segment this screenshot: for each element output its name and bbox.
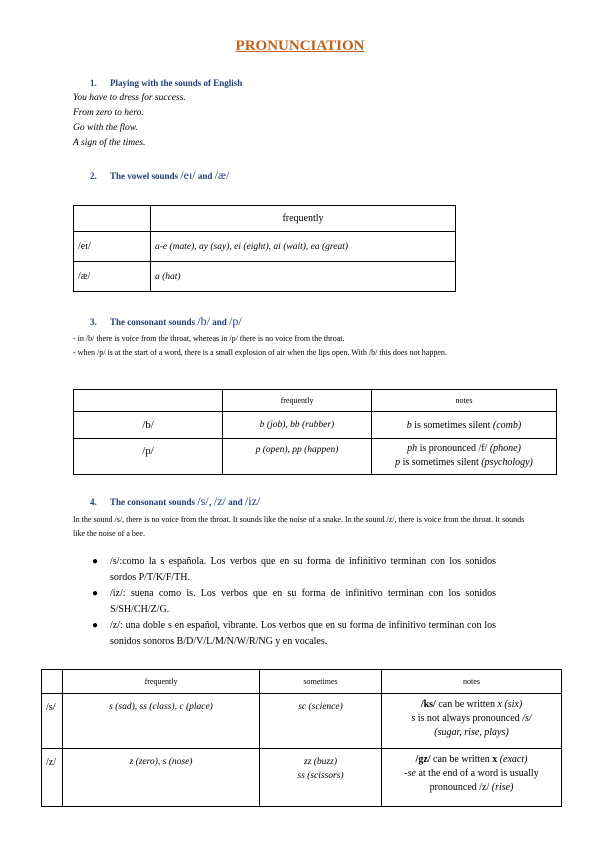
sound-cell: /æ/ <box>74 262 151 292</box>
consonant-sz-table <box>41 669 562 807</box>
and-word: and <box>212 317 227 327</box>
note-line: - in /b/ there is voice from the throat, whereas in /p/ there is no voice from the throat. <box>73 334 345 343</box>
section3-heading-text: The consonant sounds <box>110 317 196 327</box>
sound-symbol: /b/ <box>197 314 210 328</box>
list-item-text: /iz/: suena como is. Los verbos que en su forma de infinitivo terminan con los sonidos S/SH/CH/Z/G. <box>110 588 496 615</box>
and-word: and <box>197 171 213 181</box>
sound-symbol: /eɪ/ <box>180 168 196 182</box>
section4-number: 4. <box>90 497 97 507</box>
table-row <box>42 749 562 807</box>
notes-cell <box>382 694 562 749</box>
notes-cell <box>372 412 557 439</box>
notes-cell <box>372 439 557 475</box>
note-example: (sugar, rise, plays) <box>434 727 509 738</box>
note-example: (psychology) <box>481 457 533 468</box>
column-header: sometimes <box>260 670 382 694</box>
note-example: (exact) <box>497 754 528 765</box>
examples-cell: a (hat) <box>151 262 456 292</box>
section4-heading <box>90 494 260 509</box>
note-text: pronounced /z/ <box>429 782 492 793</box>
note-sound: /gz/ <box>415 754 431 765</box>
column-header: frequently <box>63 670 260 694</box>
column-header: notes <box>372 390 557 412</box>
and-word: and <box>228 497 243 507</box>
note-text: can be written <box>430 754 493 765</box>
sound-cell: /eɪ/ <box>74 232 151 262</box>
sometimes-line: zz (buzz) <box>304 757 337 767</box>
frequently-cell: s (sad), ss (class), c (place) <box>63 694 260 749</box>
sound-symbol: /æ/ <box>214 168 230 182</box>
phrase-line: A sign of the times. <box>73 138 146 148</box>
note-letter: b <box>406 419 412 431</box>
consonant-bp-table <box>73 389 557 475</box>
section2-heading <box>90 168 229 183</box>
column-header: notes <box>382 670 562 694</box>
vowel-table <box>73 205 456 292</box>
sometimes-line: ss (scissors) <box>297 771 344 781</box>
phrase-line: From zero to hero. <box>73 108 144 118</box>
note-example: (phone) <box>489 443 521 454</box>
list-item <box>92 586 496 618</box>
list-item <box>92 618 496 650</box>
bullet-icon: ● <box>92 620 99 631</box>
table-cell <box>74 206 151 232</box>
column-header: frequently <box>151 206 456 232</box>
note-line: - when /p/ is at the start of a word, there is a small explosion of air when the lips open. With /b/ this does not happen. <box>73 348 447 357</box>
note-text: is not always pronounced <box>415 713 523 724</box>
page-title: PRONUNCIATION <box>235 38 365 54</box>
section1-number: 1. <box>90 78 97 88</box>
note-sound: /ks/ <box>420 699 436 710</box>
table-row <box>74 262 456 292</box>
bullet-icon: ● <box>92 588 99 599</box>
section2-number: 2. <box>90 171 97 181</box>
frequently-cell: p (open), pp (happen) <box>223 439 372 475</box>
examples-cell: a-e (mate), ay (say), ei (eight), ai (wait), ea (great) <box>151 232 456 262</box>
sound-symbol: /iz/ <box>244 494 261 508</box>
rules-list <box>92 554 496 650</box>
sound-cell: /p/ <box>74 439 223 475</box>
list-item-text: /s/:como la s española. Los verbos que en su forma de infinitivo terminan con los sonidos sordos P/T/K/F/TH. <box>110 556 496 583</box>
section2-heading-text: The vowel sounds <box>110 171 179 181</box>
section3-notes <box>73 332 531 360</box>
frequently-cell: z (zero), s (nose) <box>63 749 260 807</box>
section1-heading-text: Playing with the sounds of English <box>110 78 243 88</box>
section3-heading <box>90 314 242 329</box>
note-text: is sometimes silent <box>400 457 482 468</box>
phrase-line: Go with the flow. <box>73 123 138 133</box>
frequently-cell: b (job), bb (rubber) <box>223 412 372 439</box>
section1-heading <box>90 78 242 88</box>
note-letter: -se <box>404 768 416 779</box>
table-row <box>74 412 557 439</box>
table-row <box>74 439 557 475</box>
section1-lines <box>73 91 186 151</box>
note-text: can be written <box>435 699 498 710</box>
list-item-text: /z/: una doble s en español, vibrante. Los verbos que en su forma de infinitivo terminan con los sonidos sonoros B/D/V/L/M/N/W/R/NG y en vocales. <box>110 620 496 647</box>
list-item <box>92 554 496 586</box>
sound-cell: /b/ <box>74 412 223 439</box>
note-text: is pronounced /f/ <box>417 443 490 454</box>
section3-number: 3. <box>90 317 97 327</box>
note-letter: x <box>492 754 498 765</box>
sometimes-cell <box>260 749 382 807</box>
phrase-line: You have to dress for success. <box>73 93 186 103</box>
note-example: (rise) <box>491 782 514 793</box>
table-row <box>74 232 456 262</box>
table-cell <box>42 670 63 694</box>
sound-symbol: /s/, <box>197 494 212 508</box>
sound-cell: /z/ <box>42 749 63 807</box>
note-letter: p <box>395 457 401 468</box>
note-text: at the end of a word is usually <box>415 768 539 779</box>
note-letter: ph <box>407 443 418 454</box>
note-example: /s/ <box>522 713 532 724</box>
column-header: frequently <box>223 390 372 412</box>
sometimes-cell: sc (science) <box>260 694 382 749</box>
sound-cell: /s/ <box>42 694 63 749</box>
note-text: is sometimes silent <box>411 419 493 431</box>
sound-symbol: /p/ <box>228 314 242 328</box>
note-example: x (six) <box>497 699 523 710</box>
table-row <box>42 694 562 749</box>
bullet-icon: ● <box>92 556 99 567</box>
note-letter: s <box>411 713 416 724</box>
section4-intro: In the sound /s/, there is no voice from the throat. It sounds like the noise of a snake. In the sound /z/, there is voice from the throat. It sounds like the noise of a bee. <box>73 515 525 538</box>
sound-symbol: /z/ <box>213 494 226 508</box>
notes-cell <box>382 749 562 807</box>
note-example: (comb) <box>492 419 522 431</box>
table-cell <box>74 390 223 412</box>
section4-heading-text: The consonant sounds <box>110 497 196 507</box>
